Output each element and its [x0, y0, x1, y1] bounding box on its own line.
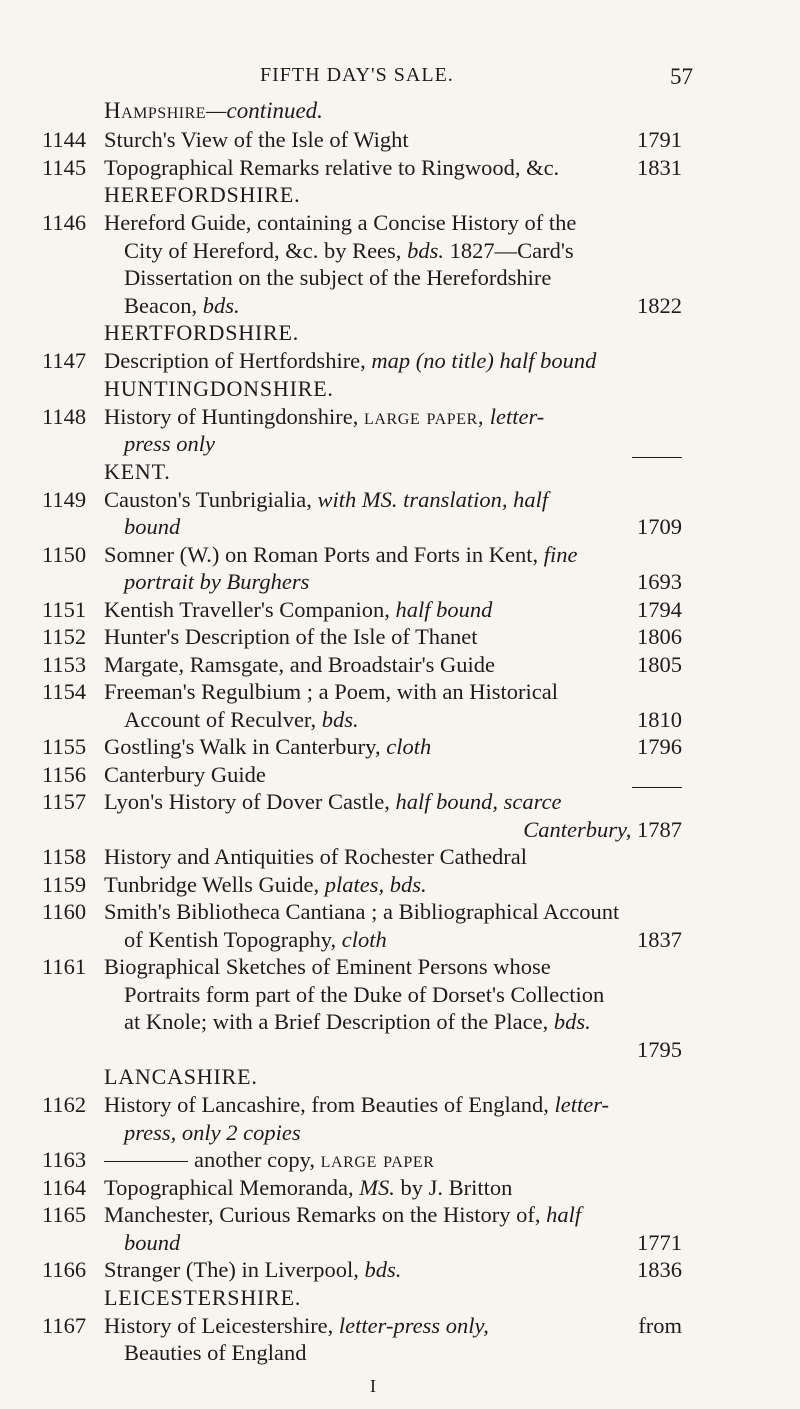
lot-binding: bds.: [553, 1009, 591, 1034]
lot-note: bds.: [364, 1257, 402, 1282]
lot-1152: [0, 623, 800, 651]
county-heading-hertfordshire: HERTFORDSHIRE.: [104, 320, 300, 345]
lot-number: 1147: [42, 348, 87, 373]
lot-list: [0, 126, 800, 1367]
lot-1165: [0, 1201, 800, 1256]
lot-year: 1837: [637, 926, 682, 952]
lot-1146: [0, 209, 800, 319]
lot-1158: [0, 843, 800, 871]
lot-title: Kentish Traveller's Companion,: [104, 596, 390, 622]
lot-place: Canterbury,: [523, 816, 632, 842]
lot-year: 1787: [637, 816, 682, 842]
lot-1164: [0, 1174, 800, 1202]
lot-line: at Knole; with a Brief Description of the Place,: [124, 1009, 549, 1034]
lot-number: 1148: [42, 403, 87, 429]
lot-note: bound: [124, 1229, 181, 1255]
lot-1149: [0, 486, 800, 541]
lot-note: cloth: [386, 734, 432, 759]
lot-year: 1709: [637, 514, 682, 539]
lot-title: Sturch's View of the Isle of Wight: [104, 127, 409, 152]
lot-binding: bds.: [321, 706, 359, 732]
lot-year: 1796: [637, 734, 682, 759]
running-head: [0, 64, 800, 90]
county-heading-kent: KENT.: [104, 458, 171, 484]
lot-year: 1771: [637, 1229, 682, 1255]
signature-mark: I: [370, 1376, 376, 1396]
lot-year: 1836: [637, 1257, 682, 1282]
lot-binding: bds.: [407, 237, 444, 263]
lot-note: plates, bds.: [324, 871, 427, 897]
lot-title: History of Huntingdonshire,: [104, 403, 359, 429]
lot-note: half bound, scarce: [395, 789, 562, 814]
lot-number: 1161: [42, 954, 87, 979]
lot-number: 1156: [42, 761, 87, 787]
lot-note: MS.: [359, 1174, 395, 1200]
lot-1160: [0, 898, 800, 953]
lot-1156: [0, 761, 800, 789]
lot-number: 1159: [42, 871, 87, 897]
lot-note: press, only 2 copies: [124, 1119, 301, 1145]
lot-1162: [0, 1091, 800, 1146]
lot-1144: [0, 126, 800, 154]
lot-line: Beacon,: [124, 292, 198, 318]
lot-1157: [0, 788, 800, 843]
lot-note: fine: [543, 541, 578, 567]
no-date-dash: [632, 761, 682, 789]
lot-number: 1163: [42, 1147, 87, 1172]
lot-number: 1164: [42, 1174, 87, 1200]
lot-number: 1165: [42, 1202, 87, 1227]
lot-line: Beauties of England: [124, 1340, 307, 1365]
lot-note: letter-: [554, 1092, 610, 1117]
lot-number: 1162: [42, 1092, 87, 1117]
lot-note: portrait by Burghers: [124, 569, 310, 594]
lot-line: Freeman's Regulbium ; a Poem, with an Historical: [104, 679, 558, 704]
lot-1163: [0, 1146, 800, 1174]
lot-year: 1805: [637, 651, 682, 677]
lot-number: 1150: [42, 541, 87, 567]
lot-year: 1810: [637, 706, 682, 732]
lot-binding: cloth: [341, 926, 387, 952]
lot-1145: [0, 154, 800, 182]
lot-year: 1794: [637, 596, 682, 622]
lot-1155: [0, 733, 800, 761]
lot-title: Somner (W.) on Roman Ports and Forts in Kent,: [104, 541, 539, 567]
no-date-dash: [632, 430, 682, 458]
lot-note: half bound: [395, 596, 493, 622]
lot-line: Account of Reculver,: [124, 706, 317, 732]
lot-number: 1154: [42, 679, 87, 704]
lot-line: Portraits form part of the Duke of Dorset's Collection: [124, 981, 605, 1007]
lot-line: Biographical Sketches of Eminent Persons whose: [104, 954, 551, 979]
lot-line: City of Hereford, &c. by Rees,: [124, 237, 402, 263]
lot-title: History and Antiquities of Rochester Cathedral: [104, 844, 528, 869]
ditto-rule: [104, 1161, 188, 1162]
lot-title: Hunter's Description of the Isle of Thanet: [104, 624, 478, 649]
lot-number: 1160: [42, 899, 87, 924]
lot-title: Lyon's History of Dover Castle,: [104, 789, 390, 814]
lot-1148: [0, 403, 800, 458]
lot-1167: [0, 1312, 800, 1367]
lot-year: 1795: [637, 1036, 682, 1062]
lot-title: Description of Hertfordshire,: [104, 348, 366, 373]
lot-title: Manchester, Curious Remarks on the History of,: [104, 1202, 541, 1227]
lot-1150: [0, 541, 800, 596]
lot-number: 1151: [42, 596, 87, 622]
lot-number: 1166: [42, 1257, 87, 1282]
lot-title: Canterbury Guide: [104, 761, 266, 787]
lot-title: History of Leicestershire,: [104, 1312, 334, 1338]
lot-year: 1693: [637, 569, 682, 594]
lot-binding: bds.: [202, 292, 240, 318]
lot-year: 1822: [637, 292, 682, 318]
lot-year: 1831: [637, 154, 682, 180]
lot-number: 1167: [42, 1312, 87, 1338]
continued-heading: [104, 98, 323, 124]
lot-year: 1806: [637, 624, 682, 649]
lot-paper: large paper,: [363, 403, 485, 429]
lot-1151: [0, 596, 800, 624]
lot-line: Hereford Guide, containing a Concise History of the: [104, 210, 577, 235]
lot-title: Topographical Remarks relative to Ringwood, &c.: [104, 154, 560, 180]
lot-note: map (no title) half bound: [371, 348, 597, 373]
page-number: 57: [670, 64, 693, 89]
lot-number: 1149: [42, 486, 87, 512]
lot-title: Margate, Ramsgate, and Broadstair's Guide: [104, 651, 496, 677]
lot-number: 1158: [42, 844, 87, 869]
lot-number: 1146: [42, 210, 87, 235]
continued-suffix: —continued.: [206, 98, 323, 123]
lot-1147: [0, 347, 800, 375]
lot-note: half: [546, 1202, 582, 1227]
county-heading-herefordshire: HEREFORDSHIRE.: [104, 182, 301, 207]
lot-title: another copy,: [194, 1147, 315, 1172]
lot-number: 1145: [42, 154, 87, 180]
lot-note: letter-press only,: [338, 1312, 489, 1338]
lot-year: 1791: [637, 127, 682, 152]
lot-title: Topographical Memoranda,: [104, 1174, 354, 1200]
lot-author: by J. Britton: [400, 1174, 513, 1200]
lot-paper: large paper: [320, 1147, 435, 1172]
lot-title: Gostling's Walk in Canterbury,: [104, 734, 381, 759]
lot-note: from: [638, 1312, 682, 1338]
lot-title: Causton's Tunbrigialia,: [104, 486, 312, 512]
running-title: FIFTH DAY'S SALE.: [260, 64, 454, 86]
lot-1153: [0, 651, 800, 679]
lot-1154: [0, 678, 800, 733]
lot-note: with MS. translation, half: [317, 486, 549, 512]
county-heading-huntingdonshire: HUNTINGDONSHIRE.: [104, 375, 334, 401]
lot-title: Tunbridge Wells Guide,: [104, 871, 320, 897]
lot-number: 1153: [42, 651, 87, 677]
lot-number: 1155: [42, 734, 87, 759]
lot-note: press only: [124, 431, 216, 456]
lot-1161: [0, 953, 800, 1063]
lot-note: letter-: [489, 403, 545, 429]
county-heading-lancashire: LANCASHIRE.: [104, 1064, 258, 1089]
lot-number: 1144: [42, 127, 87, 152]
lot-number: 1152: [42, 624, 87, 649]
lot-line: of Kentish Topography,: [124, 926, 337, 952]
lot-1159: [0, 871, 800, 899]
lot-line: Dissertation on the subject of the Herefordshire: [124, 265, 552, 290]
lot-line: Smith's Bibliotheca Cantiana ; a Bibliographical Account: [104, 899, 620, 924]
county-heading-leicestershire: LEICESTERSHIRE.: [104, 1284, 302, 1310]
lot-1166: [0, 1256, 800, 1284]
lot-line: 1827—Card's: [449, 237, 574, 263]
continued-county: Hampshire: [104, 98, 207, 123]
lot-title: Stranger (The) in Liverpool,: [104, 1257, 359, 1282]
lot-title: History of Lancashire, from Beauties of England,: [104, 1092, 549, 1117]
lot-number: 1157: [42, 789, 87, 814]
lot-note: bound: [124, 514, 181, 539]
